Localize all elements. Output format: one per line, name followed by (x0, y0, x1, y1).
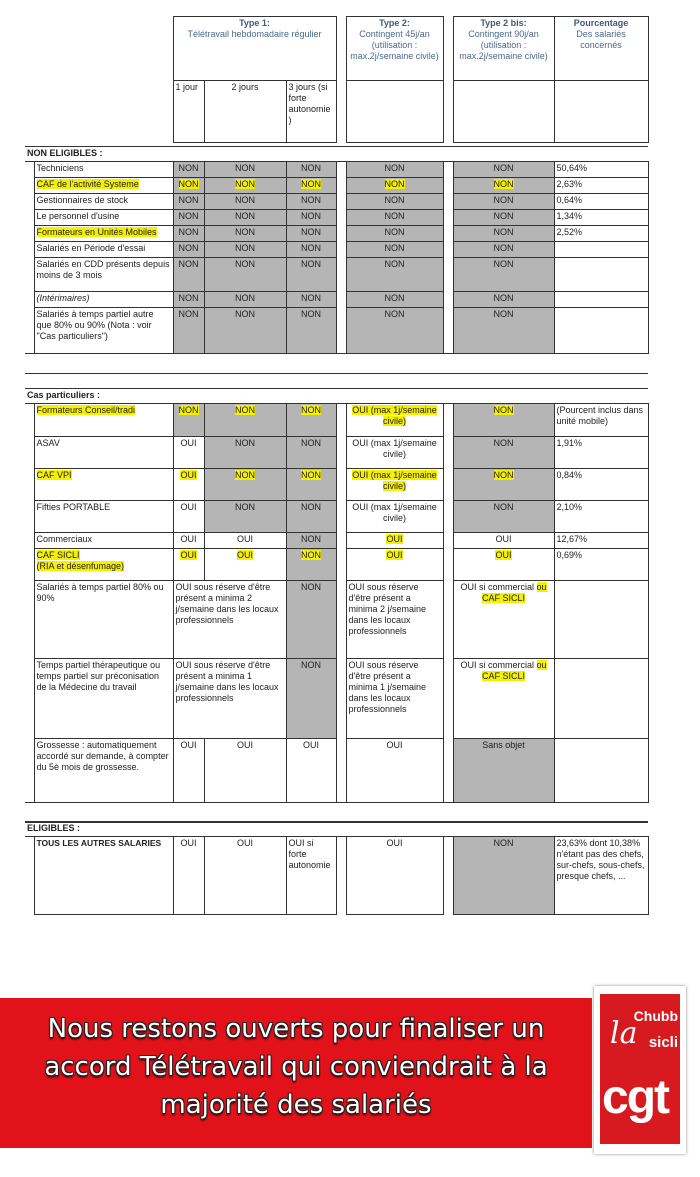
table-row: Formateurs en Unités Mobiles NON NON NON NON NON 2,52% (25, 226, 648, 242)
table-row: CAF VPI OUI NON NON OUI (max 1j/semaine civile) NON 0,84% (25, 469, 648, 501)
banner-line-1: Nous restons ouverts pour finaliser un (47, 1014, 545, 1044)
logo-cgt-text: cgt (602, 1071, 668, 1124)
section-title: NON ELIGIBLES : (25, 147, 648, 162)
sub-2jours: 2 jours (204, 81, 286, 143)
cas-particuliers-table (25, 388, 649, 823)
logo-chubb-text: Chubb (633, 1008, 678, 1024)
table-row: Temps partiel thérapeutique ou temps partiel sur préconisation de la Médecine du travail OUI sous réserve d'être présent a minima 1 j/semaine dans les locaux professionnels NON OUI sous réserve d'être présent a minima 1 j/semaine dans les locaux professionnels OUI si commercial ou CAF SICLI (25, 659, 648, 739)
banner-line-3: majorité des salariés (160, 1090, 432, 1120)
sub-1jour: 1 jour (173, 81, 204, 143)
logo-la-text: la (610, 1016, 638, 1051)
cgt-logo (594, 986, 686, 1154)
table-row: (Intérimaires) NON NON NON NON NON (25, 292, 648, 308)
table-row: Salariés en CDD présents depuis moins de 3 mois NON NON NON NON NON (25, 258, 648, 292)
table-row: CAF de l'activité Systeme NON NON NON NON NON 2,63% (25, 178, 648, 194)
table-row: TOUS LES AUTRES SALARIES OUI OUI OUI si forte autonomie OUI NON 23,63% dont 10,38% n'étant pas des chefs, sur-chefs, sous-chefs, presque chefs, ... (25, 837, 648, 915)
logo-sicli-text: sicli (648, 1034, 678, 1051)
table-row: Salariés en Période d'essai NON NON NON NON NON (25, 242, 648, 258)
table-row: Commerciaux OUI OUI NON OUI OUI 12,67% (25, 533, 648, 549)
table-row: Salariés à temps partiel autre que 80% ou 90% (Nota : voir "Cas particuliers") NON NON NON NON NON (25, 308, 648, 354)
table-row: Techniciens NON NON NON NON NON 50,64% (25, 162, 648, 178)
slogan-banner (0, 998, 592, 1148)
table-row: Le personnel d'usine NON NON NON NON NON 1,34% (25, 210, 648, 226)
table-row: Salariés à temps partiel 80% ou 90% OUI sous réserve d'être présent a minima 2 j/semaine dans les locaux professionnels NON OUI sous réserve d'être présent a minima 2 j/semaine dans les locaux professionnels OUI si commercial ou CAF SICLI (25, 581, 648, 659)
type2bis-header: Type 2 bis: Contingent 90j/an (utilisation : max.2j/semaine civile) (453, 17, 554, 81)
pct-header: Pourcentage Des salariés concernés (554, 17, 648, 81)
section-title: Cas particuliers : (25, 389, 648, 404)
table-row: Fifties PORTABLE OUI NON NON OUI (max 1j/semaine civile) NON 2,10% (25, 501, 648, 533)
header-table (34, 16, 649, 143)
table-row: ASAV OUI NON NON OUI (max 1j/semaine civile) NON 1,91% (25, 437, 648, 469)
type1-header: Type 1: Télétravail hebdomadaire régulier (173, 17, 336, 81)
section-title: ELIGIBLES : (25, 822, 648, 837)
table-row: Grossesse : automatiquement accordé sur demande, à compter du 5è mois de grossesse. OUI OUI OUI OUI Sans objet (25, 739, 648, 803)
table-row: Formateurs Conseil/tradi NON NON NON OUI (max 1j/semaine civile) NON (Pourcent inclus dans unité mobile) (25, 404, 648, 437)
non-eligibles-table (25, 146, 649, 374)
table-row: Gestionnaires de stock NON NON NON NON NON 0,64% (25, 194, 648, 210)
type2-header: Type 2: Contingent 45j/an (utilisation : max.2j/semaine civile) (346, 17, 443, 81)
sub-3jours: 3 jours (si forte autonomie ) (286, 81, 336, 143)
table-row: CAF SICLI (RIA et désenfumage) OUI OUI NON OUI OUI 0,69% (25, 549, 648, 581)
banner-line-2: accord Télétravail qui conviendrait à la (44, 1052, 548, 1082)
eligibles-table (25, 821, 649, 915)
